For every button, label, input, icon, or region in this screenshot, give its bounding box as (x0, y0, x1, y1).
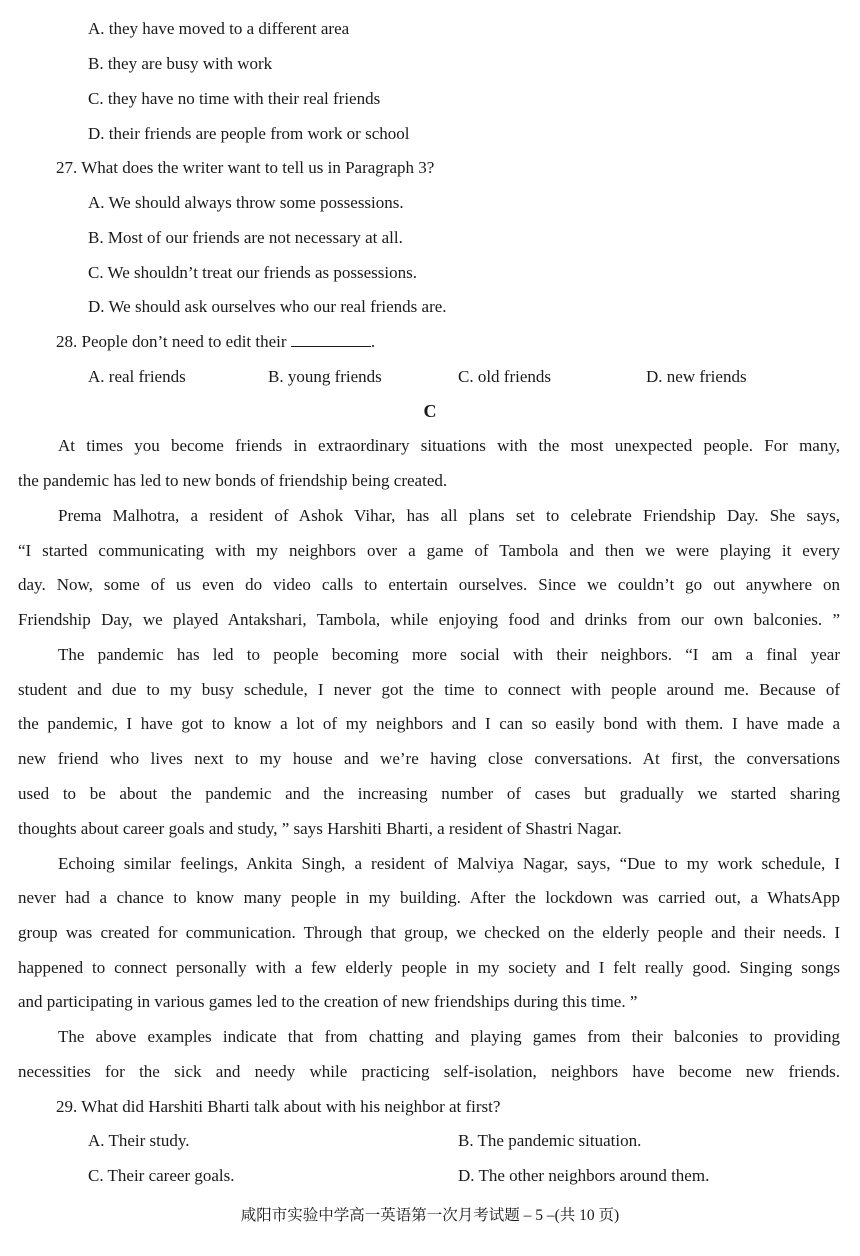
passage-line: day. Now, some of us even do video calls to entertain ourselves. Since we couldn’t go out anywhere on (18, 575, 840, 594)
q26-option-c: C. they have no time with their real friends (88, 89, 381, 108)
passage-line: never had a chance to know many people in my building. After the lockdown was carried out, a WhatsApp (18, 888, 840, 907)
q27-stem: 27. What does the writer want to tell us in Paragraph 3? (56, 158, 435, 177)
q29-stem: 29. What did Harshiti Bharti talk about with his neighbor at first? (56, 1097, 501, 1116)
passage-line: used to be about the pandemic and the increasing number of cases but gradually we started sharing (18, 784, 840, 803)
passage-line: new friend who lives next to my house and we’re having close conversations. At first, the conversations (18, 749, 840, 768)
q29-option-c: C. Their career goals. (88, 1166, 235, 1185)
passage-line: necessities for the sick and needy while practicing self-isolation, neighbors have become new friends. (18, 1062, 840, 1081)
q28-option-b: B. young friends (268, 367, 382, 386)
q28-stem-text: 28. People don’t need to edit their (56, 332, 287, 351)
passage-line: the pandemic has led to new bonds of friendship being created. (18, 471, 448, 490)
passage-line: At times you become friends in extraordinary situations with the most unexpected people. For many, (58, 436, 840, 455)
q27-option-d: D. We should ask ourselves who our real friends are. (88, 297, 447, 316)
passage-line: Echoing similar feelings, Ankita Singh, a resident of Malviya Nagar, says, “Due to my work schedule, I (58, 854, 840, 873)
answer-blank (291, 332, 371, 347)
q29-option-b: B. The pandemic situation. (458, 1131, 642, 1150)
passage-line: Friendship Day, we played Antakshari, Tambola, while enjoying food and drinks from our own balconies. ” (18, 610, 840, 629)
passage-line: the pandemic, I have got to know a lot of my neighbors and I can so easily bond with them. I have made a (18, 714, 840, 733)
q29-option-a: A. Their study. (88, 1131, 190, 1150)
passage-line: happened to connect personally with a few elderly people in my society and I felt really good. Singing songs (18, 958, 840, 977)
q27-option-c: C. We shouldn’t treat our friends as possessions. (88, 263, 418, 282)
page-footer: 咸阳市实验中学高一英语第一次月考试题 – 5 –(共 10 页) (240, 1207, 620, 1224)
q28-stem-end: . (370, 332, 376, 351)
q26-option-a: A. they have moved to a different area (88, 19, 350, 38)
passage-line: student and due to my busy schedule, I never got the time to connect with people around me. Because of (18, 680, 840, 699)
q28-option-a: A. real friends (88, 367, 186, 386)
q28-option-c: C. old friends (458, 367, 552, 386)
q26-option-d: D. their friends are people from work or school (88, 124, 410, 143)
q27-option-a: A. We should always throw some possessions. (88, 193, 404, 212)
passage-line: group was created for communication. Through that group, we checked on the elderly people and their needs. I (18, 923, 840, 942)
passage-line: Prema Malhotra, a resident of Ashok Vihar, has all plans set to celebrate Friendship Day. She says, (58, 506, 840, 525)
passage-line: The above examples indicate that from chatting and playing games from their balconies to providing (58, 1027, 840, 1046)
passage-line: and participating in various games led to the creation of new friendships during this time. ” (18, 992, 638, 1011)
section-heading: C (423, 401, 437, 421)
q28-option-d: D. new friends (646, 367, 747, 386)
passage-line: thoughts about career goals and study, ” says Harshiti Bharti, a resident of Shastri Nagar. (18, 819, 622, 838)
q29-option-d: D. The other neighbors around them. (458, 1166, 710, 1185)
passage-line: The pandemic has led to people becoming more social with their neighbors. “I am a final year (58, 645, 840, 664)
q26-option-b: B. they are busy with work (88, 54, 273, 73)
q27-option-b: B. Most of our friends are not necessary at all. (88, 228, 403, 247)
q28-stem (56, 332, 375, 352)
passage-line: “I started communicating with my neighbors over a game of Tambola and then we were playing it every (18, 541, 840, 560)
